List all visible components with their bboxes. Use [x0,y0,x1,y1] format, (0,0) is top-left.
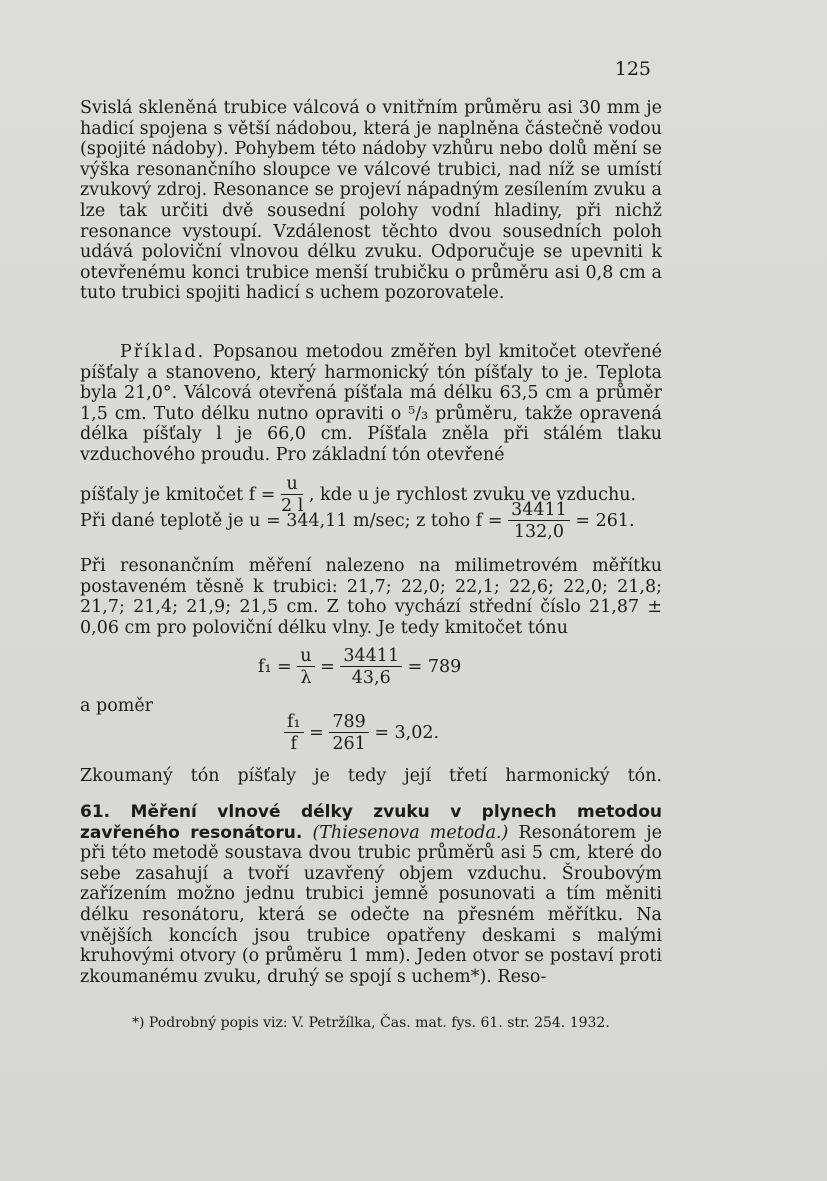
section-61 [80,802,662,987]
paragraph-example [80,342,662,466]
equation-f1: f₁ = $\frac{u}{\lambda}$ = $\frac{34411}{43,6}$ = 789 [258,646,462,688]
example-text: Popsanou metodou změřen byl kmitočet otevřené píšťaly a stanoveno, který harmonický tón píšťaly to je. Teplota byla 21,0°. Válcová otevřená píšťala má délku 63,5 cm a průměr 1,5 cm. Tuto délku nutno opraviti o ⁵/₃ průměru, takže opravená délka píšťaly l je 66,0 cm. Píšťala zněla při stálém tlaku vzduchového proudu. Pro základní tón otevřené [80,342,662,465]
equation-ratio: $\frac{\text{f₁}}{f}$ = $\frac{789}{261}$ = 3,02. [284,712,439,755]
page-number: 125 [614,58,651,80]
section-heading: 61. Měření vlnové délky zvuku v plynech metodou zavřeného resonátoru. [80,802,662,843]
footnote: *) Podrobný popis viz: V. Petržílka, Čas. mat. fys. 61. str. 254. 1932. [132,1015,610,1031]
conclusion: Zkoumaný tón píšťaly je tedy její třetí harmonický tón. [80,766,662,786]
ratio-label: a poměr [80,696,154,716]
section-text: Resonátorem je při této metodě soustava dvou trubic průměrů asi 5 cm, které do sebe zasahují a tvoří uzavřený objem vzduchu. Šroubovým zařízením možno jednu trubici jemně posunovati a tím měniti délku resonátoru, která se odečte na přesném měřítku. Na vnějších koncích jsou trubice opatřeny deskami s malými kruhovými otvory (o průměru 1 mm). Jeden otvor se postaví proti zkoumanému zvuku, druhý se spojí s uchem*). Reso- [80,822,663,987]
paragraph-apparatus: Svislá skleněná trubice válcová o vnitřním průměru asi 30 mm je hadicí spojena s větší nádobou, která je naplněna částečně vodou (spojité nádoby). Pohybem této nádoby vzhůru nebo dolů mění se výška resonančního sloupce ve válcové trubici, nad níž se umístí zvukový zdroj. Resonance se projeví nápadným zesílením zvuku a lze tak určiti dvě sousední polohy vodní hladiny, při nichž resonance vystoupí. Vzdálenost těchto dvou sousedních poloh udává poloviční vlnovou délku zvuku. Odporučuje se upevniti k otevřenému konci trubice menší trubičku o průměru asi 0,8 cm a tuto trubici spojiti hadicí s uchem pozorovatele. [80,98,662,304]
example-label: Příklad. [120,342,206,362]
formula-fundamental: píšťaly je kmitočet f = $\frac{u}{2 l}$ , kde u je rychlost zvuku ve vzduchu. [80,474,637,516]
section-method: (Thiesenova metoda.) [312,822,509,843]
paragraph-measurement: Při resonančním měření nalezeno na milimetrovém měřítku postaveném těsně k trubici: 21,7; 22,0; 22,1; 22,6; 22,0; 21,8; 21,7; 21,4; 21,9; 21,5 cm. Z toho vychází střední číslo 21,87 ± 0,06 cm pro poloviční délku vlny. Je tedy kmitočet tónu [80,556,662,638]
fraction-u-over-2l: $\frac{u}{2 l}$ [281,474,304,516]
formula-frequency: Při dané teplotě je u = 344,11 m/sec; z toho f = $\frac{34411}{132,0}$ = 261. [80,500,635,542]
fraction-34411-over-132: $\frac{34411}{132,0}$ [508,500,570,543]
